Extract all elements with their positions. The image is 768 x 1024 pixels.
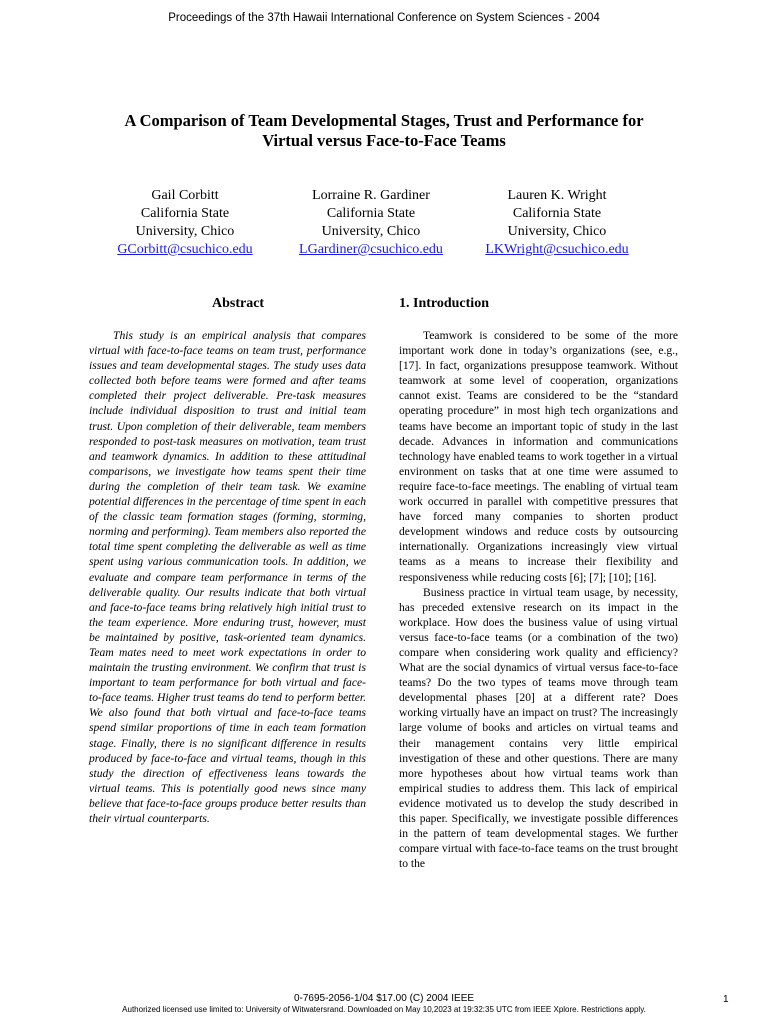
introduction-column [399,328,678,871]
author-email-link[interactable]: LGardiner@csuchico.edu [299,242,443,257]
paper-title [60,111,708,151]
abstract-text: This study is an empirical analysis that compares virtual with face-to-face teams on team trust, performance issues and team developmental stages. The study uses data collected both before teams were formed and after teams completed their project deliverable. Pre-task measures include individual disposition to trust and initial team trust. Upon completion of their deliverable, team members responded to post-task measures on motivation, team trust and teamwork dynamics. In addition to these attitudinal comparisons, we investigate how teams spent their time during the completion of their team task. We examine potential differences in the percentage of time spent in each of the classic team formation stages (forming, storming, norming and performing). Team members also reported the total time spent completing the deliverable as well as time spent using various communication tools. In addition, we evaluate and compare team performance in terms of the deliverable quality. Our results indicate that both virtual and face-to-face teams bring relatively high initial trust to the team experience. More enduring trust, however, must be maintained by positive, task-oriented team dynamics. Team mates need to meet work expectations in order to maintain the trusting environment. We confirm that trust is important to team performance for both virtual and face-to-face teams. Higher trust teams do tend to perform better. We also found that both virtual and face-to-face teams spend similar proportions of time in each team formation stage. Finally, there is no significant difference in results produced by face-to-face and virtual teams, though in this study the direction of effectiveness leans towards the virtual teams. This is potentially good news since many believe that face-to-face groups produce better results than their virtual counterparts. [89,329,366,825]
author-affiliation: California State [326,206,416,221]
author-name: Lauren K. Wright [507,188,607,203]
abstract-heading: Abstract [212,296,265,311]
intro-paragraph-1: Teamwork is considered to be some of the more important work done in today’s organizations (see, e.g., [17]. In fact, organizations presuppose teamwork. Without teamwork at some level of cooperation, organizations cannot exist. Teams are considered to be the “standard operating procedure” in most high tech organizations and teams have become an important topic of study in the last decade. Advances in information and communications technology have enabled teams to work together in a virtual environment on tasks that at one time were assumed to require face-to-face meetings. The enabling of virtual team work occurred in parallel with competitive pressures that have forced many companies to shorten product development windows and reduce costs by outsourcing internationally. Organizations increasingly view virtual teams as a means to increase their flexibility and responsiveness while reducing costs [6]; [7]; [10]; [16]. [399,329,678,584]
paper-title-line-1: A Comparison of Team Developmental Stages, Trust and Performance for [124,111,644,130]
abstract-column [89,328,366,826]
author-email-link[interactable]: GCorbitt@csuchico.edu [117,242,253,257]
proceedings-header: Proceedings of the 37th Hawaii International Conference on System Sciences - 2004 [168,12,600,24]
author-affiliation: California State [140,206,230,221]
isbn-footer: 0-7695-2056-1/04 $17.00 (C) 2004 IEEE [293,993,475,1004]
author-name: Gail Corbitt [151,188,219,203]
authorized-use-notice: Authorized licensed use limited to: University of Witwatersrand. Downloaded on May 10,2023 at 19:32:35 UTC from IEEE Xplore. Restrictions apply. [122,1005,646,1014]
author-block-1 [85,187,285,259]
author-affiliation: University, Chico [507,224,607,239]
author-affiliation: University, Chico [321,224,421,239]
author-block-3 [457,187,657,259]
author-affiliation: University, Chico [135,224,235,239]
author-email-link[interactable]: LKWright@csuchico.edu [485,242,629,257]
author-block-2 [271,187,471,259]
introduction-heading: 1. Introduction [399,296,489,311]
page-number: 1 [723,994,729,1005]
author-affiliation: California State [512,206,602,221]
author-name: Lorraine R. Gardiner [312,188,430,203]
paper-title-line-2: Virtual versus Face-to-Face Teams [262,131,506,150]
intro-paragraph-2: Business practice in virtual team usage, by necessity, has preceded extensive research on its impact in the workplace. How does the business value of using virtual versus face-to-face teams (or a combination of the two) compare when considering work quality and efficiency? What are the social dynamics of virtual versus face-to-face teams? Do the two types of teams move through team developmental phases [20] at a different rate? Does working virtually have an impact on trust? The increasingly large volume of books and articles on virtual teams and their management contains very little empirical investigation of these and other questions. There are many more hypotheses about how virtual teams work than empirical studies to address them. This lack of empirical evidence motivated us to develop the study described in this paper. Specifically, we investigate possible differences in the pattern of team developmental stages. We further compare virtual with face-to-face teams on the trust brought to the [399,585,678,871]
